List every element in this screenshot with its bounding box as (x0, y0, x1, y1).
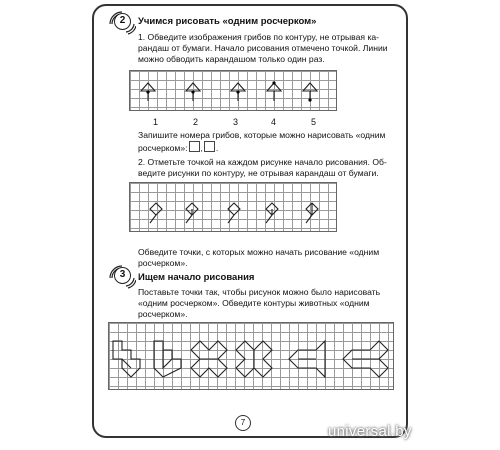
key-figure-4 (266, 203, 278, 223)
key-figure-5 (306, 203, 318, 223)
page-number: 7 (235, 415, 251, 431)
answer-prompt-line1: Запишите номера грибов, которые можно нарисовать «одним (138, 130, 386, 140)
mushroom-number-4: 4 (271, 117, 277, 127)
section-title-3: Ищем начало рисования (138, 272, 255, 283)
answer-box-2[interactable] (204, 141, 215, 152)
answer-box-1[interactable] (189, 141, 200, 152)
mushroom-figure-5 (303, 83, 317, 101)
answer-prompt-line2: росчерком»: , . (138, 143, 219, 153)
key-figure-3 (228, 203, 240, 223)
task1-line2: рандаш от бумаги. Начало рисования отмечено точкой. Линии (138, 43, 388, 53)
animal-figure-6 (343, 341, 388, 377)
mushroom-grid (129, 70, 337, 111)
figure-grid-2 (129, 182, 337, 232)
animal-figure-3 (191, 341, 227, 377)
answer-prompt-label: росчерком»: (138, 143, 188, 153)
animal-grid (108, 322, 394, 390)
task2-after-line1: Обведите точки, с которых можно начать рисование «одним (138, 247, 380, 257)
key-figure-2 (186, 203, 198, 223)
animal-figure-5 (289, 341, 325, 377)
task2-line1: 2. Отметьте точкой на каждом рисунке начало рисования. Об- (138, 157, 387, 167)
animal-figure-2 (154, 341, 181, 377)
animal-figure-4 (236, 341, 272, 377)
section3-line2: «одним росчерком». Обведите контуры животных «одним (138, 298, 370, 308)
key-figure-1 (150, 203, 162, 223)
section3-line1: Поставьте точки так, чтобы рисунок можно было нарисовать (138, 287, 381, 297)
mushroom-number-5: 5 (311, 117, 317, 127)
section-badge-3: 3 (114, 267, 131, 284)
section-badge-2: 2 (114, 13, 131, 30)
task1-line3: можно обводить карандашом только один раз. (138, 54, 325, 64)
task1-line1: 1. Обведите изображения грибов по контуру, не отрывая ка- (138, 32, 380, 42)
task2-line2: ведите рисунки по контуру, не отрывая карандаш от бумаги. (138, 168, 379, 178)
mushroom-figure-4 (267, 83, 281, 101)
watermark: universal.by (328, 423, 412, 440)
section3-line3: росчерком». (138, 309, 188, 319)
mushroom-number-2: 2 (193, 117, 199, 127)
animal-figure-1 (113, 341, 140, 377)
section-title-2: Учимся рисовать «одним росчерком» (138, 16, 317, 27)
mushroom-number-1: 1 (153, 117, 159, 127)
task2-after-line2: росчерком». (138, 258, 188, 268)
mushroom-number-3: 3 (233, 117, 239, 127)
